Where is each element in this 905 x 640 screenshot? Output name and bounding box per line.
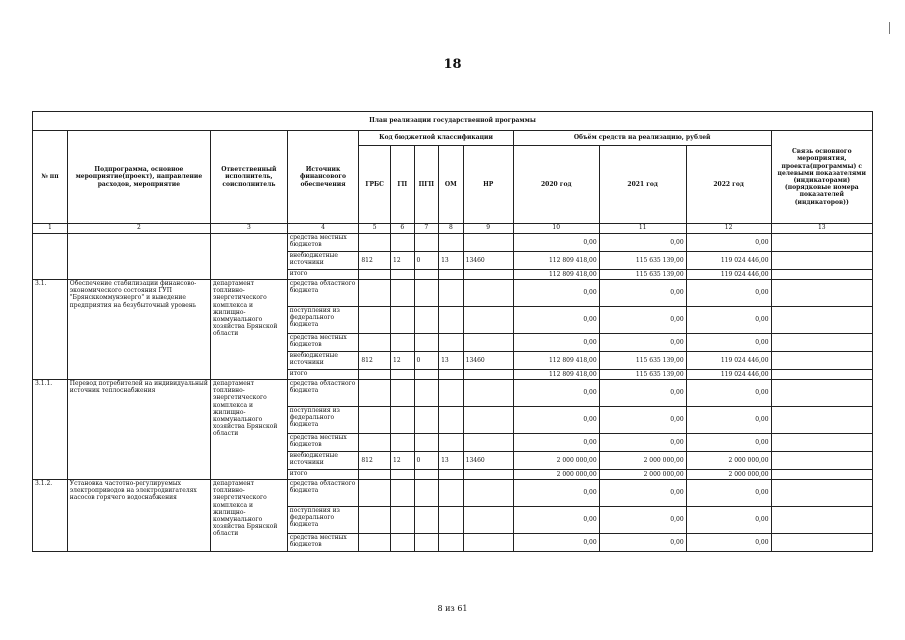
num-cell: 3.1. xyxy=(33,280,68,380)
table-row xyxy=(33,380,873,407)
amount-2020: 112 809 418,00 xyxy=(513,252,599,270)
amount-2022: 0,00 xyxy=(686,234,771,252)
code-np: 13460 xyxy=(463,352,513,370)
source-cell: средства областного бюджета xyxy=(287,380,359,407)
colnum: 9 xyxy=(463,224,513,234)
amount-2022: 0,00 xyxy=(686,380,771,407)
code-pgp: 0 xyxy=(414,352,439,370)
code-grbs: 812 xyxy=(359,352,391,370)
code-pgp: 0 xyxy=(414,252,439,270)
amount-2022: 0,00 xyxy=(686,534,771,552)
page-footer: 8 из 61 xyxy=(437,604,468,613)
code-np: 13460 xyxy=(463,252,513,270)
code-om: 13 xyxy=(439,352,464,370)
source-cell: поступления из федерального бюджета xyxy=(287,507,359,534)
source-cell: средства местных бюджетов xyxy=(287,234,359,252)
responsible-cell: департамент топливно-энергетического комплекса и жилищно-коммунального хозяйства Брянской области xyxy=(211,480,288,552)
amount-2020: 2 000 000,00 xyxy=(513,452,599,470)
name-cell: Перевод потребителей на индивидуальный источник теплоснабжения xyxy=(67,380,210,480)
amount-2022: 119 024 446,00 xyxy=(686,352,771,370)
source-cell: итого xyxy=(287,270,359,280)
page-number: 18 xyxy=(443,57,462,72)
source-cell: средства областного бюджета xyxy=(287,480,359,507)
program-plan-table xyxy=(32,111,873,552)
code-pgp: 0 xyxy=(414,452,439,470)
amount-2021: 0,00 xyxy=(599,507,686,534)
name-cell: Обеспечение стабилизации финансово-экономического состояния ГУП "Брянсккоммунэнерго" и выведение предприятия на безубыточный уровень xyxy=(67,280,210,380)
amount-2022: 0,00 xyxy=(686,280,771,307)
responsible-cell xyxy=(211,234,288,280)
header-row xyxy=(33,131,873,146)
table-title-row xyxy=(33,112,873,131)
code-np: 13460 xyxy=(463,452,513,470)
amount-2021: 115 635 139,00 xyxy=(599,270,686,280)
amount-2021: 0,00 xyxy=(599,434,686,452)
source-cell: внебюджетные источники xyxy=(287,352,359,370)
header-source: Источник финансового обеспечения xyxy=(287,131,359,224)
amount-2022: 0,00 xyxy=(686,307,771,334)
amount-2021: 0,00 xyxy=(599,480,686,507)
amount-2022: 2 000 000,00 xyxy=(686,452,771,470)
amount-2021: 0,00 xyxy=(599,407,686,434)
code-gp: 12 xyxy=(391,252,415,270)
header-name: Подпрограмма, основное мероприятие(проект), направление расходов, мероприятие xyxy=(67,131,210,224)
amount-2020: 0,00 xyxy=(513,407,599,434)
table-title: План реализации государственной программы xyxy=(33,112,873,131)
amount-2021: 0,00 xyxy=(599,534,686,552)
amount-2021: 2 000 000,00 xyxy=(599,470,686,480)
table-row xyxy=(33,280,873,307)
amount-2022: 0,00 xyxy=(686,480,771,507)
amount-2022: 2 000 000,00 xyxy=(686,470,771,480)
num-cell: 3.1.1. xyxy=(33,380,68,480)
colnum: 10 xyxy=(513,224,599,234)
colnum: 2 xyxy=(67,224,210,234)
header-num: № пп xyxy=(33,131,68,224)
amount-2020: 112 809 418,00 xyxy=(513,352,599,370)
amount-2021: 0,00 xyxy=(599,334,686,352)
amount-2021: 115 635 139,00 xyxy=(599,352,686,370)
source-cell: итого xyxy=(287,370,359,380)
amount-2020: 0,00 xyxy=(513,280,599,307)
amount-2022: 0,00 xyxy=(686,334,771,352)
amount-2020: 0,00 xyxy=(513,380,599,407)
header-np: НР xyxy=(463,146,513,224)
amount-2022: 0,00 xyxy=(686,407,771,434)
scan-edge-mark xyxy=(889,22,890,34)
amount-2021: 115 635 139,00 xyxy=(599,252,686,270)
source-cell: средства областного бюджета xyxy=(287,280,359,307)
header-kbk: Код бюджетной классификации xyxy=(359,131,513,146)
header-2020: 2020 год xyxy=(513,146,599,224)
header-om: ОМ xyxy=(439,146,464,224)
source-cell: внебюджетные источники xyxy=(287,452,359,470)
num-cell: 3.1.2. xyxy=(33,480,68,552)
amount-2020: 112 809 418,00 xyxy=(513,270,599,280)
amount-2022: 0,00 xyxy=(686,507,771,534)
num-cell xyxy=(33,234,68,280)
header-pgp: ПГП xyxy=(414,146,439,224)
amount-2022: 119 024 446,00 xyxy=(686,270,771,280)
header-responsible: Ответственный исполнитель, соисполнитель xyxy=(211,131,288,224)
colnum: 7 xyxy=(414,224,439,234)
amount-2020: 0,00 xyxy=(513,480,599,507)
colnum: 3 xyxy=(211,224,288,234)
source-cell: средства местных бюджетов xyxy=(287,434,359,452)
name-cell xyxy=(67,234,210,280)
amount-2022: 119 024 446,00 xyxy=(686,370,771,380)
code-gp: 12 xyxy=(391,452,415,470)
amount-2021: 115 635 139,00 xyxy=(599,370,686,380)
amount-2021: 0,00 xyxy=(599,307,686,334)
code-grbs: 812 xyxy=(359,252,391,270)
amount-2020: 2 000 000,00 xyxy=(513,470,599,480)
code-grbs: 812 xyxy=(359,452,391,470)
source-cell: средства местных бюджетов xyxy=(287,334,359,352)
header-2021: 2021 год xyxy=(599,146,686,224)
colnum: 4 xyxy=(287,224,359,234)
header-2022: 2022 год xyxy=(686,146,771,224)
colnum: 11 xyxy=(599,224,686,234)
source-cell: поступления из федерального бюджета xyxy=(287,407,359,434)
amount-2020: 0,00 xyxy=(513,307,599,334)
code-gp: 12 xyxy=(391,352,415,370)
amount-2021: 0,00 xyxy=(599,380,686,407)
amount-2020: 0,00 xyxy=(513,234,599,252)
header-gp: ГП xyxy=(391,146,415,224)
amount-2020: 0,00 xyxy=(513,507,599,534)
header-link: Связь основного мероприятия, проекта(программы) с целевыми показателями (индикаторами) (порядковые номера показателей (индикаторов)) xyxy=(771,131,872,224)
amount-2020: 0,00 xyxy=(513,534,599,552)
amount-2021: 2 000 000,00 xyxy=(599,452,686,470)
amount-2022: 119 024 446,00 xyxy=(686,252,771,270)
source-cell: итого xyxy=(287,470,359,480)
amount-2021: 0,00 xyxy=(599,234,686,252)
amount-2020: 0,00 xyxy=(513,334,599,352)
name-cell: Установка частотно-регулируемых электроприводов на электродвигателях насосов горячего водоснабжения xyxy=(67,480,210,552)
colnum: 12 xyxy=(686,224,771,234)
header-volume: Объём средств на реализацию, рублей xyxy=(513,131,771,146)
responsible-cell: департамент топливно-энергетического комплекса и жилищно-коммунального хозяйства Брянской области xyxy=(211,380,288,480)
source-cell: внебюджетные источники xyxy=(287,252,359,270)
colnum: 8 xyxy=(439,224,464,234)
table-row xyxy=(33,480,873,507)
code-om: 13 xyxy=(439,452,464,470)
amount-2022: 0,00 xyxy=(686,434,771,452)
header-grbs: ГРБС xyxy=(359,146,391,224)
source-cell: поступления из федерального бюджета xyxy=(287,307,359,334)
amount-2020: 0,00 xyxy=(513,434,599,452)
colnum: 1 xyxy=(33,224,68,234)
colnum: 6 xyxy=(391,224,415,234)
source-cell: средства местных бюджетов xyxy=(287,534,359,552)
table-row xyxy=(33,234,873,252)
column-numbers-row xyxy=(33,224,873,234)
responsible-cell: департамент топливно-энергетического комплекса и жилищно-коммунального хозяйства Брянской области xyxy=(211,280,288,380)
amount-2020: 112 809 418,00 xyxy=(513,370,599,380)
colnum: 5 xyxy=(359,224,391,234)
colnum: 13 xyxy=(771,224,872,234)
amount-2021: 0,00 xyxy=(599,280,686,307)
code-om: 13 xyxy=(439,252,464,270)
